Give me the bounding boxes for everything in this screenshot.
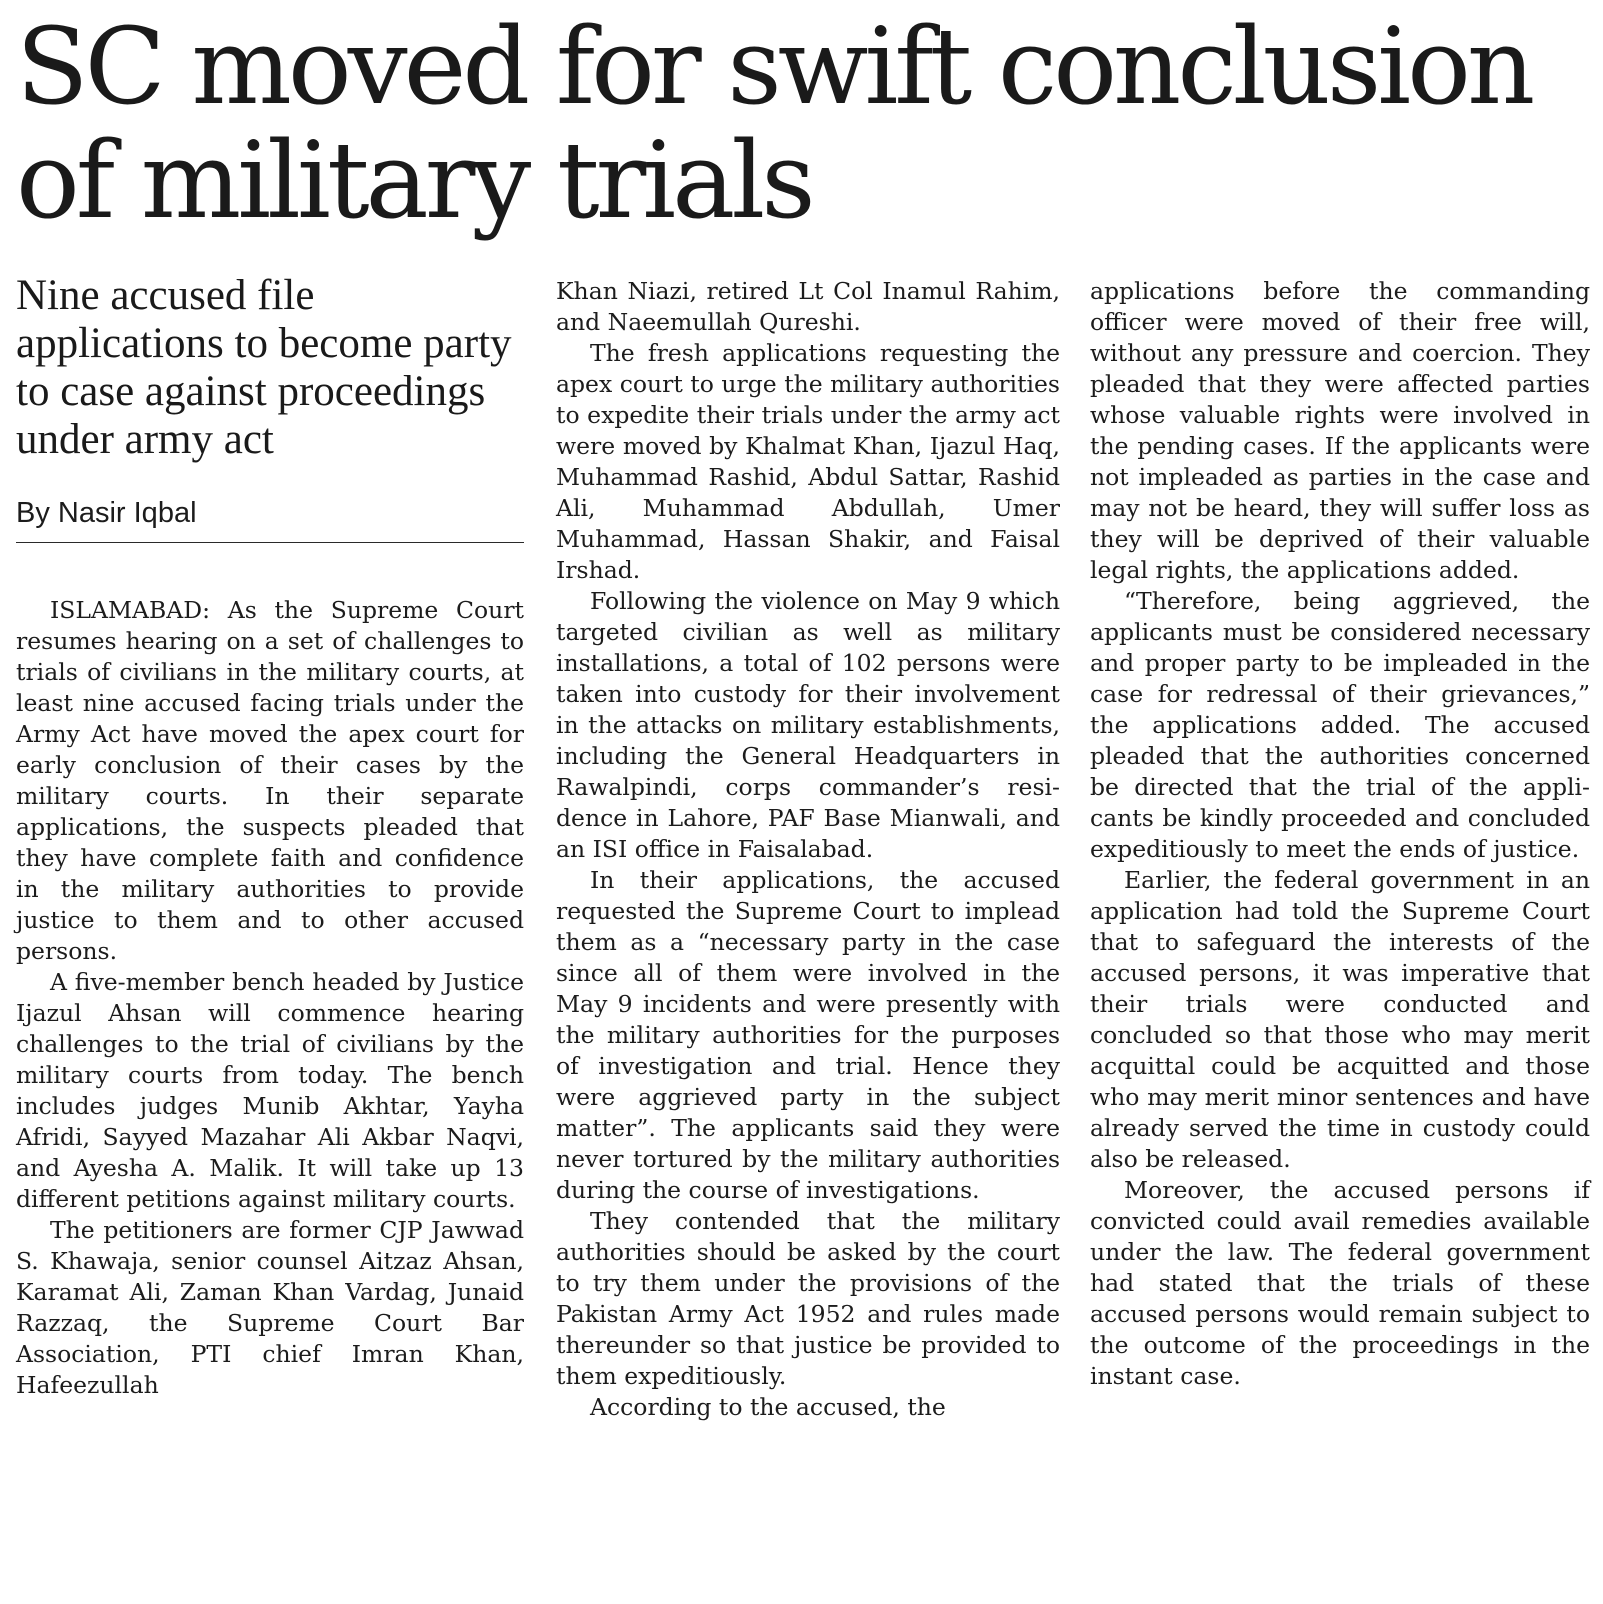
paragraph-5: Following the violence on May 9 which targeted civilian as well as military installations, a total of 102 persons were taken into custody for their involvement in the attacks on military establishments, including the General Headquarters in Rawalpindi, corps commander’s residence in Lahore, PAF Base Mianwali, and an ISI office in Faisalabad. [556,587,1060,863]
byline: By Nasir Iqbal [16,496,524,543]
paragraph-3: The petitioners are former CJP Jawwad S. Khawaja, senior counsel Aitzaz Ahsan, Karamat Ali, Zaman Khan Vardag, Junaid Razzaq, the Supreme Court Bar Association, PTI chief Imran Khan, Hafeezullah [16,1216,524,1399]
paragraph-1: ISLAMABAD: As the Supreme Court resumes hearing on a set of challenges to trials of civilians in the military courts, at least nine accused facing trials under the Army Act have moved the apex court for early conclusion of their cases by the military courts. In their separate applications, the suspects pleaded that they have complete faith and confidence in the military authorities to provide justice to them and to other accused persons. [16,596,524,965]
subheadline: Nine accused file applications to become party to case against proceedings under army act [16,272,512,463]
paragraph-4: The fresh applications requesting the apex court to urge the military authorities to expedite their trials under the army act were moved by Khalmat Khan, Ijazul Haq, Muhammad Rashid, Abdul Sattar, Rashid Ali, Muhammad Abdullah, Umer Muhammad, Hassan Shakir, and Faisal Irshad. [556,339,1060,584]
headline-line-2: of military trials [16,119,812,242]
headline [16,5,1591,242]
column-2 [556,276,1060,1423]
paragraph-3-continued: Khan Niazi, retired Lt Col Inamul Rahim, and Naeemullah Qureshi. [556,277,1060,336]
column-3 [1090,276,1590,1392]
paragraph-6: In their applications, the accused requested the Supreme Court to implead them as a “necessary party in the case since all of them were involved in the May 9 incidents and were presently with the military authorities for the purposes of investigation and trial. Hence they were aggrieved party in the subject matter”. The applicants said they were never tortured by the military authorities during the course of investigations. [556,866,1060,1204]
paragraph-10: Earlier, the federal government in an application had told the Supreme Court that to safeguard the interests of the accused persons, it was imperative that their trials were conducted and concluded so that those who may merit acquittal could be acquitted and those who may merit minor sentences and have already served the time in custody could also be released. [1090,866,1590,1173]
paragraph-9: “Therefore, being aggrieved, the applicants must be considered necessary and proper party to be impleaded in the case for redressal of their grievances,” the applications added. The accused pleaded that the authorities concerned be directed that the trial of the applicants be kindly proceeded and concluded expeditiously to meet the ends of justice. [1090,587,1590,863]
paragraph-11: Moreover, the accused persons if convicted could avail remedies available under the law. The federal government had stated that the trials of these accused persons would remain subject to the outcome of the proceedings in the instant case. [1090,1176,1590,1390]
paragraph-2: A five-member bench headed by Justice Ijazul Ahsan will commence hearing challenges to the trial of civilians by the military courts from today. The bench includes judges Munib Akhtar, Yayha Afridi, Sayyed Mazahar Ali Akbar Naqvi, and Ayesha A. Malik. It will take up 13 different petitions against military courts. [16,968,524,1213]
headline-line-1: SC moved for swift conclusion [16,5,1532,128]
paragraph-8: According to the accused, the [590,1393,946,1421]
paragraph-7: They contended that the military authorities should be asked by the court to try them under the provisions of the Pakistan Army Act 1952 and rules made thereunder so that justice be provided to them expeditiously. [556,1207,1060,1390]
paragraph-8-continued: applications before the commanding officer were moved of their free will, without any pressure and coercion. They pleaded that they were affected parties whose valuable rights were involved in the pending cases. If the applicants were not impleaded as parties in the case and may not be heard, they will suffer loss as they will be deprived of their valuable legal rights, the applications added. [1090,277,1590,584]
column-1 [16,272,524,1401]
